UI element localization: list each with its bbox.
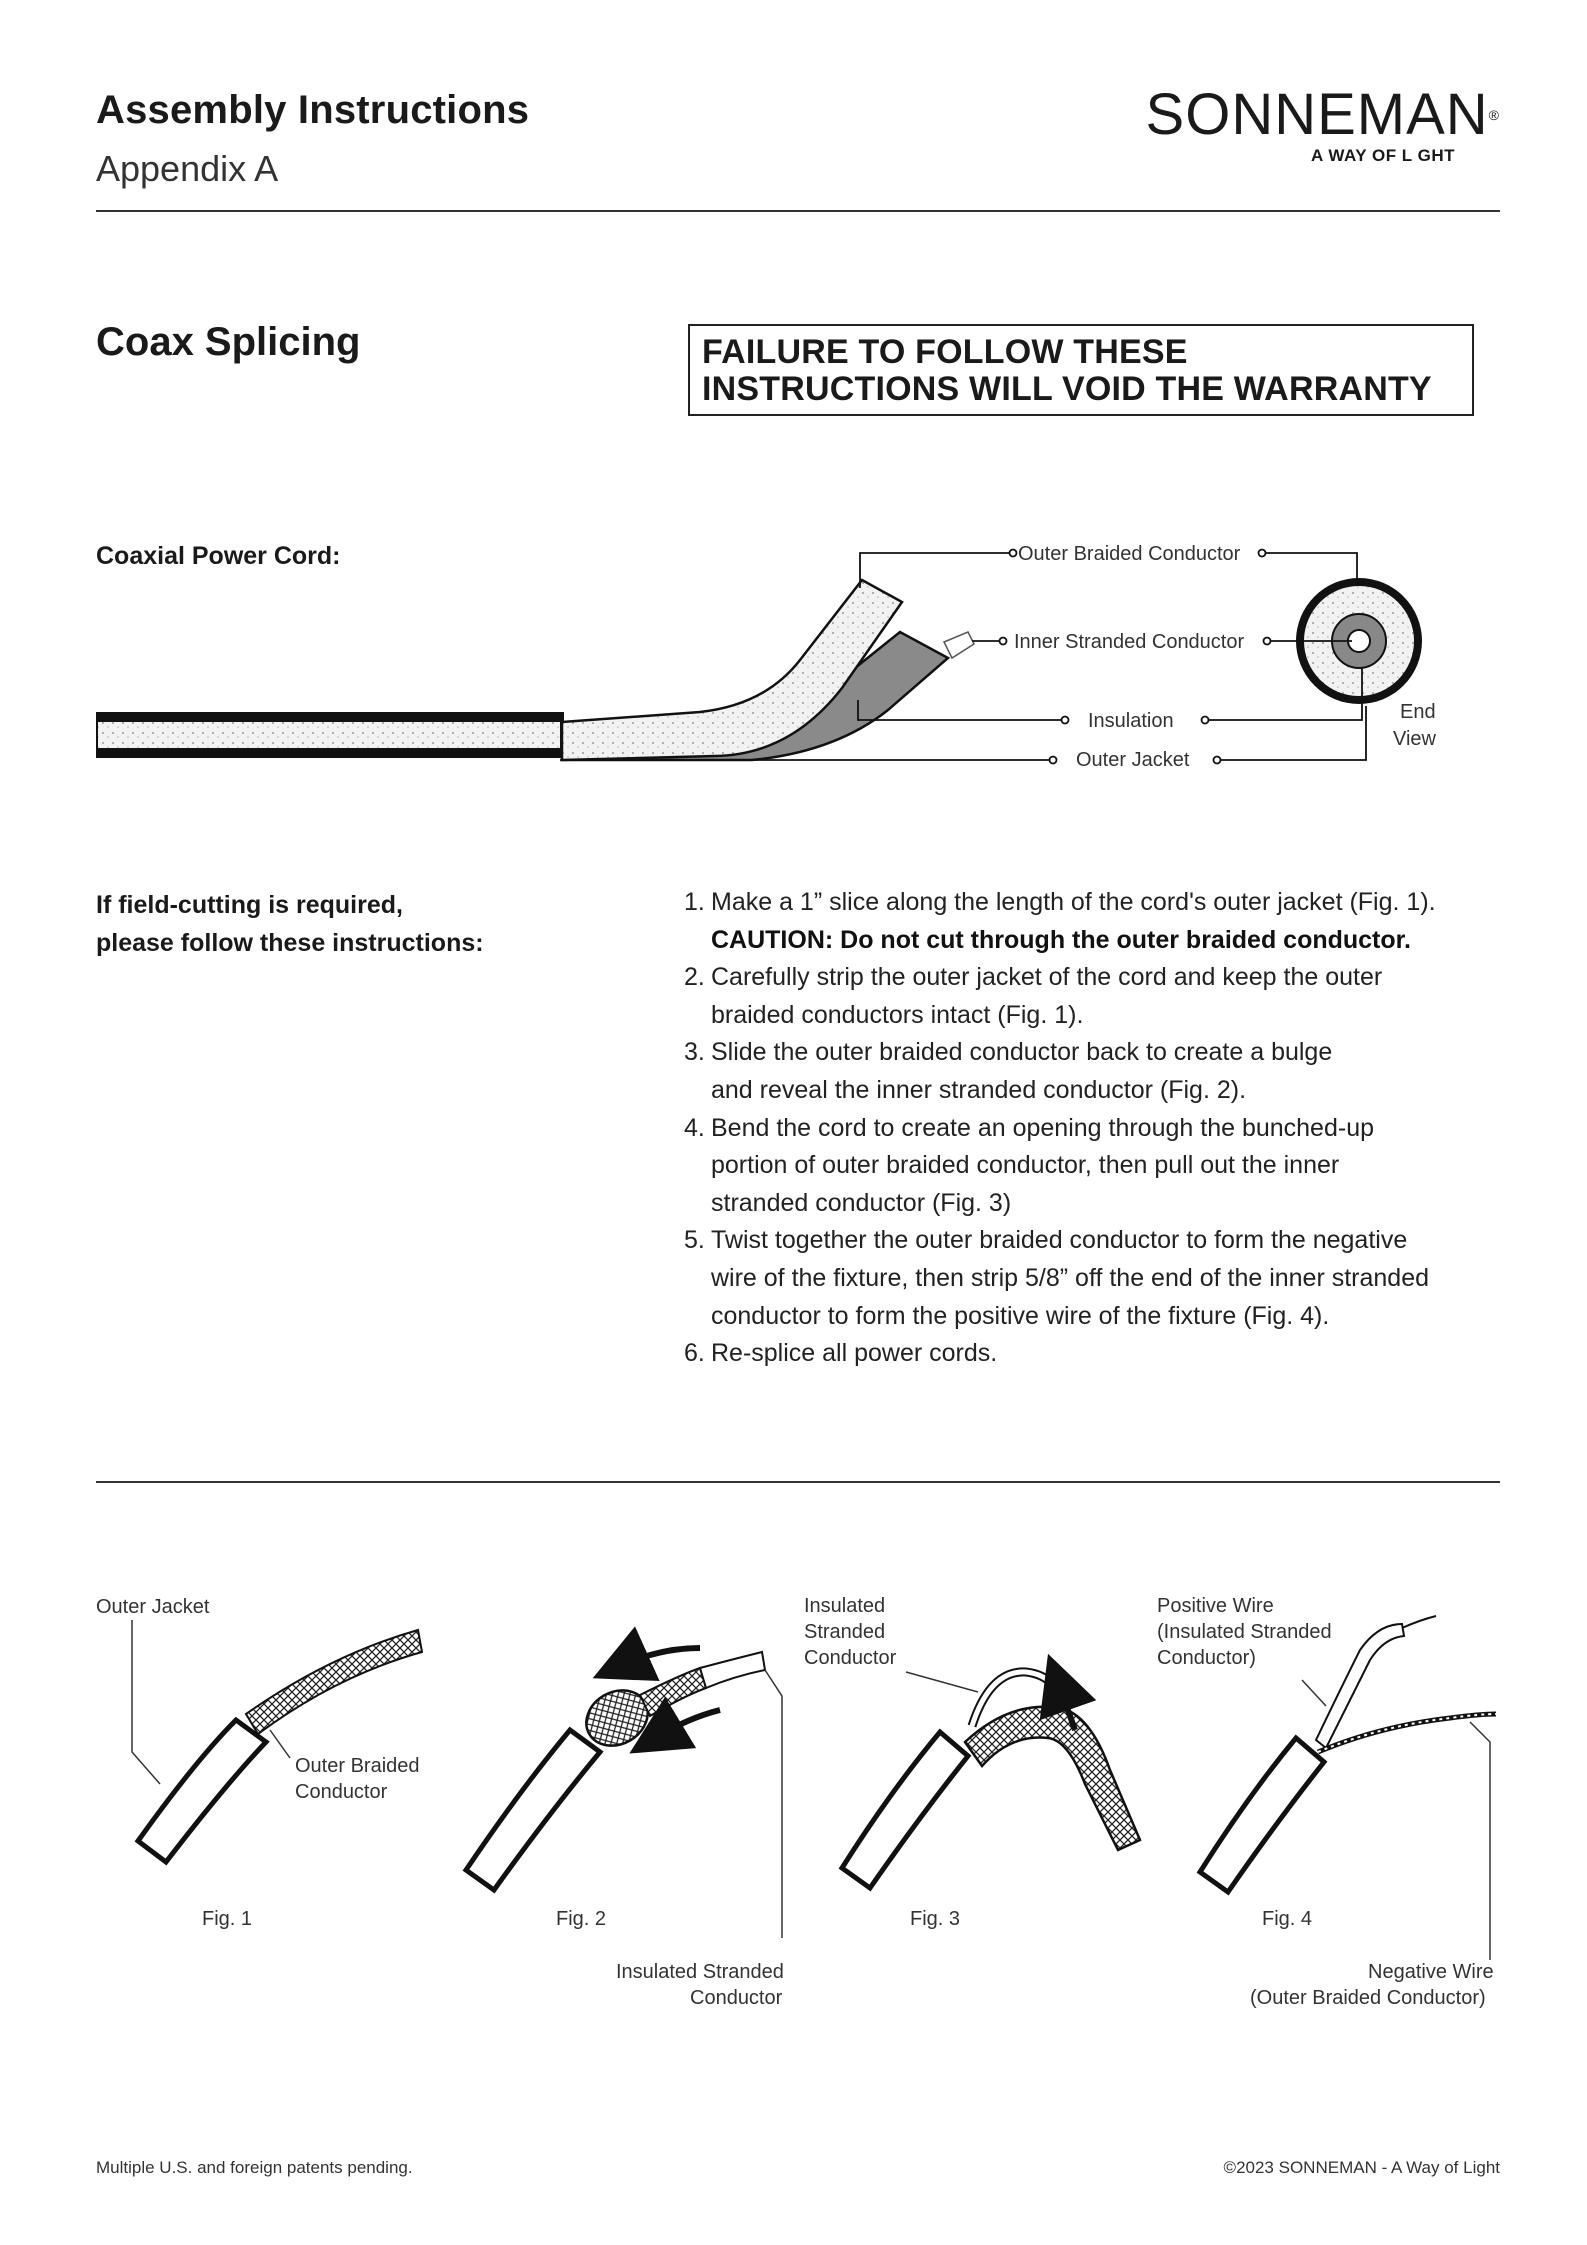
brand-tagline: A WAY OF L GHT: [1311, 146, 1455, 165]
fig4-caption: Fig. 4: [1262, 1908, 1313, 1930]
warning-line-1: FAILURE TO FOLLOW THESE: [702, 333, 1188, 371]
coax-cord-drawing: [96, 578, 1422, 760]
figure-1: [132, 1620, 422, 1862]
section-title: Coax Splicing: [96, 320, 361, 364]
fig1-label-outer-braided-1: Outer Braided: [295, 1755, 420, 1777]
page-subtitle: Appendix A: [96, 148, 279, 189]
warning-line-2: INSTRUCTIONS WILL VOID THE WARRANTY: [702, 370, 1432, 408]
registered-mark: ®: [1488, 107, 1500, 123]
fig4-negative-2: (Outer Braided Conductor): [1250, 1987, 1486, 2009]
footer-copyright: ©2023 SONNEMAN - A Way of Light: [1223, 2158, 1500, 2177]
callout-insulation: Insulation: [1088, 710, 1174, 732]
instructions-lead: [96, 886, 484, 962]
callout-end-view-2: View: [1393, 728, 1436, 750]
fig4-positive-1: Positive Wire: [1157, 1595, 1274, 1617]
fig3-label-3: Conductor: [804, 1647, 897, 1669]
figure-2: [466, 1648, 782, 1938]
fig3-label-2: Stranded: [804, 1621, 886, 1643]
figures-divider: [96, 1481, 1500, 1483]
inner-conductor-tip: [944, 632, 974, 658]
step-1: 1. Make a 1” slice along the length of the cord's outer jacket (Fig. 1). CAUTION: Do not cut through the outer braided conductor.: [684, 884, 1504, 959]
callout-outer-jacket: Outer Jacket: [1076, 749, 1190, 771]
lead-line-2: please follow these instructions:: [96, 929, 484, 957]
fig2-caption: Fig. 2: [556, 1908, 607, 1930]
lead-line-1: If field-cutting is required,: [96, 891, 403, 919]
fig4-positive-3: Conductor): [1157, 1647, 1256, 1669]
callout-outer-braided: Outer Braided Conductor: [1018, 543, 1241, 565]
fig2-label-1: Insulated Stranded: [616, 1961, 784, 1983]
caution-text: CAUTION: Do not cut through the outer braided conductor.: [711, 925, 1411, 954]
fig1-caption: Fig. 1: [202, 1908, 253, 1930]
step-2: 2. Carefully strip the outer jacket of the cord and keep the outer braided conductors intact (Fig. 1).: [684, 963, 1383, 1029]
figure-3: [842, 1672, 1140, 1888]
fig4-positive-2: (Insulated Stranded: [1157, 1621, 1332, 1643]
fig2-label-2: Conductor: [690, 1987, 783, 2009]
fig3-label-1: Insulated: [804, 1595, 886, 1617]
cord-diagram-label: Coaxial Power Cord:: [96, 542, 341, 570]
fig1-label-outer-jacket: Outer Jacket: [96, 1596, 210, 1618]
brand-name: SONNEMAN: [1145, 82, 1489, 147]
fig4-negative-1: Negative Wire: [1368, 1961, 1494, 1983]
step-3: 3. Slide the outer braided conductor back to create a bulge and reveal the inner stranded conductor (Fig. 2).: [684, 1038, 1333, 1104]
step-4: 4. Bend the cord to create an opening through the bunched-up portion of outer braided conductor, then pull out the inner stranded conductor (Fig. 3): [684, 1113, 1375, 1217]
fig1-label-outer-braided-2: Conductor: [295, 1781, 388, 1803]
callout-inner-stranded: Inner Stranded Conductor: [1014, 631, 1245, 653]
step-5: 5. Twist together the outer braided conductor to form the negative wire of the fixture, then strip 5/8” off the end of the inner stranded conductor to form the positive wire of the fixture (Fig. 4).: [684, 1226, 1430, 1330]
instruction-steps: [684, 884, 1504, 1373]
fig3-caption: Fig. 3: [910, 1908, 961, 1930]
outer-jacket-inner: [98, 722, 560, 748]
callout-end-view-1: End: [1400, 701, 1436, 723]
footer-patents: Multiple U.S. and foreign patents pending.: [96, 2158, 413, 2177]
page-title: Assembly Instructions: [96, 88, 530, 132]
step-6: 6. Re-splice all power cords.: [684, 1339, 998, 1368]
